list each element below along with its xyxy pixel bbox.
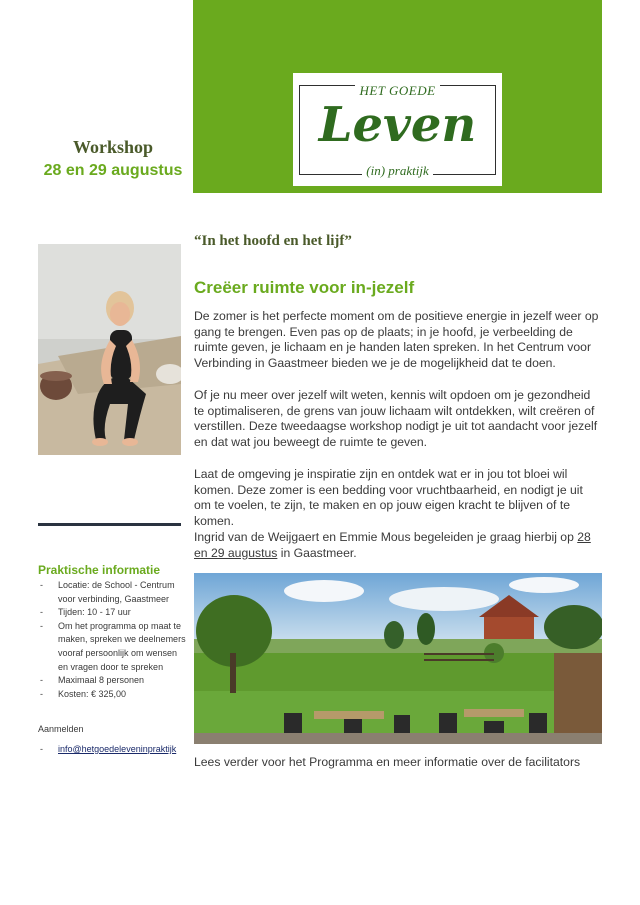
info-item-cost: - Kosten: € 325,00 (38, 688, 186, 702)
facilitators-intro: Ingrid van de Weijgaert en Emmie Mous begeleiden je graag hierbij op (194, 530, 574, 544)
practical-info-heading: Praktische informatie (38, 563, 161, 577)
footer-text: Lees verder voor het Programma en meer informatie over de facilitators (194, 755, 581, 769)
practical-info-list (38, 579, 186, 701)
quote: “In het hoofd en het lijf” (194, 233, 352, 249)
sidebar-divider (38, 523, 181, 526)
info-item-capacity: - Maximaal 8 personen (38, 674, 186, 688)
garden-photo (194, 573, 602, 744)
email-link[interactable]: info@hetgoedeleveninpraktijk (58, 744, 177, 754)
logo (293, 73, 502, 186)
workshop-dates: 28 en 29 augustus (43, 162, 183, 179)
paragraph-1: De zomer is het perfecte moment om de positieve energie in jezelf weer op gang te brengen. Even pas op de plaats; in je hoofd, je verbeelding de ruimte geven, je lichaam en je handen laten spreken. In het Centrum voor Verbinding in Gaastmeer bieden we je de mogelijkheid dat te doen. (194, 309, 599, 371)
info-item-program: - Om het programma op maat te maken, spreken we deelnemers vooraf persoonlijk om wensen en vragen door te spreken (38, 620, 186, 674)
garden-illustration (194, 573, 602, 744)
list-dash: - (40, 744, 43, 754)
facilitators-dates: 28 en 29 augustus (194, 530, 591, 560)
paragraph-2: Of je nu meer over jezelf wilt weten, kennis wilt opdoen om je gezondheid te optimaliseren, de grens van jouw lichaam wilt ontdekken, wilt creëren of verstillen. Deze tweedaagse workshop nodigt je uit tot aandacht voor jezelf en dat wat jou beweegt de ruimte te geven. (194, 388, 598, 450)
facilitators-paragraph (194, 530, 602, 561)
logo-main-text: Leven (318, 97, 477, 153)
portrait-photo (38, 244, 181, 455)
logo-bottom-text: (in) praktijk (362, 163, 432, 178)
main-heading: Creëer ruimte voor in-jezelf (194, 278, 415, 297)
info-item-times: - Tijden: 10 - 17 uur (38, 606, 186, 620)
signup-label: Aanmelden (38, 724, 84, 734)
portrait-illustration (38, 244, 181, 455)
info-item-location: - Locatie: de School - Centrum voor verbinding, Gaastmeer (38, 579, 186, 606)
paragraph-3: Laat de omgeving je inspiratie zijn en ontdek wat er in jou tot bloei wil komen. Deze zomer is een bedding voor vruchtbaarheid, en nodigt je uit om te voelen, te zijn, te maken en op jouw eigen kracht te blijven of te komen. (194, 467, 583, 529)
logo-top-text: HET GOEDE (355, 83, 439, 98)
facilitators-place: in Gaastmeer. (280, 545, 357, 560)
workshop-label: Workshop (72, 137, 154, 157)
